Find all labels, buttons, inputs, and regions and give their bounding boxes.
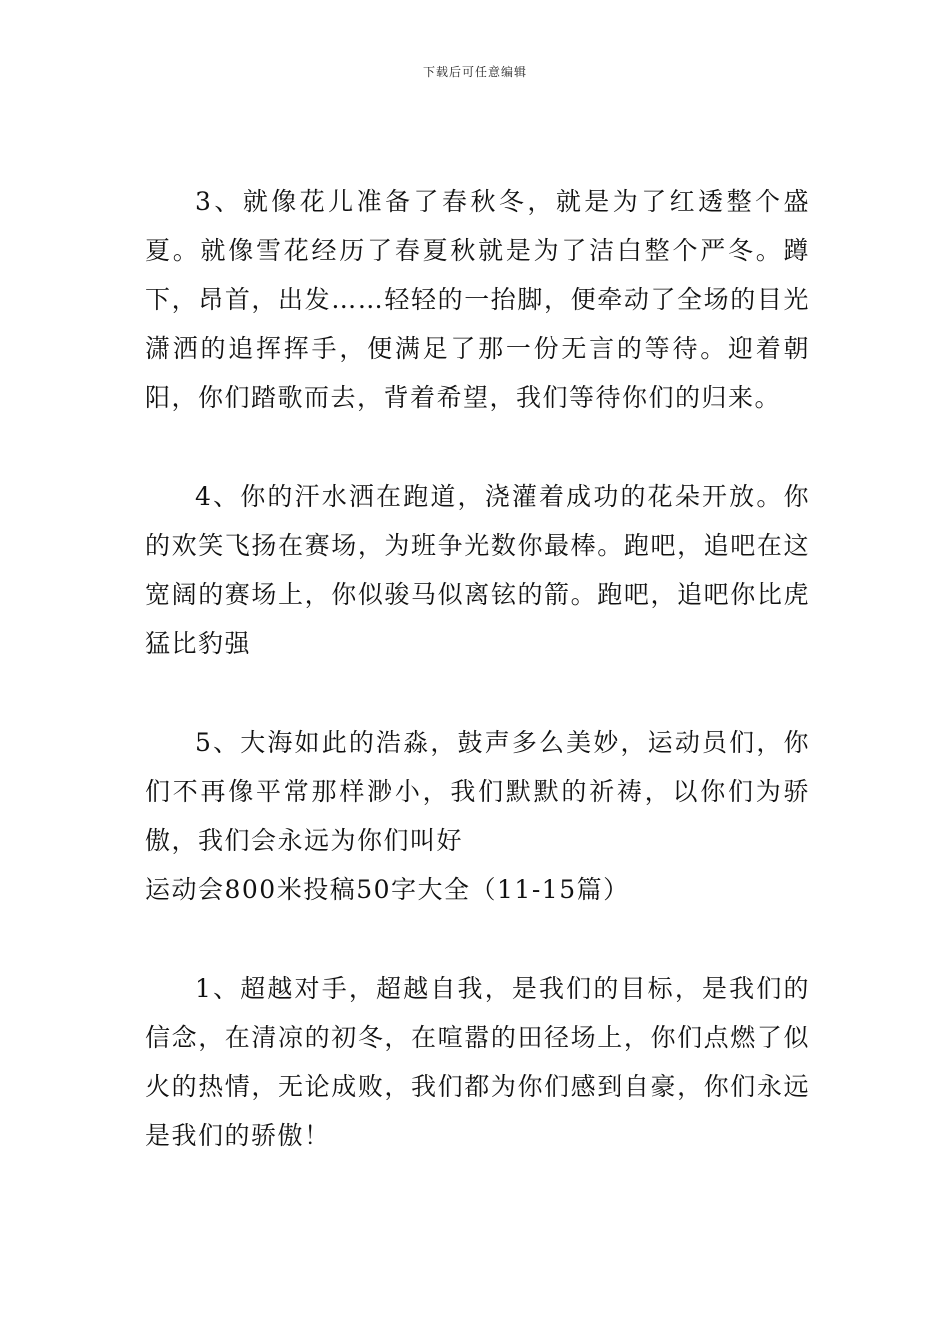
section-title: 运动会800米投稿50字大全（11-15篇） bbox=[145, 875, 630, 904]
page-header-note: 下载后可任意编辑 bbox=[422, 65, 527, 79]
paragraph-5: 5、大海如此的浩淼，鼓声多么美妙，运动员们，你们不再像平常那样渺小，我们默默的祈祷，以你们为骄傲，我们会永远为你们叫好 bbox=[145, 728, 810, 855]
paragraph-spacer bbox=[145, 668, 810, 718]
paragraph-spacer bbox=[145, 914, 810, 964]
paragraph-1: 1、超越对手，超越自我，是我们的目标，是我们的信念，在清凉的初冬，在喧嚣的田径场上，你们点燃了似火的热情，无论成败，我们都为你们感到自豪，你们永远是我们的骄傲！ bbox=[145, 974, 810, 1150]
paragraph-3: 3、就像花儿准备了春秋冬，就是为了红透整个盛夏。就像雪花经历了春夏秋就是为了洁白整个严冬。蹲下，昂首，出发……轻轻的一抬脚，便牵动了全场的目光潇洒的追挥挥手，便满足了那一份无言的等待。迎着朝阳，你们踏歌而去，背着希望，我们等待你们的归来。 bbox=[145, 187, 810, 412]
paragraph-spacer bbox=[145, 422, 810, 472]
document-body bbox=[145, 177, 810, 1160]
paragraph-4: 4、你的汗水洒在跑道，浇灌着成功的花朵开放。你的欢笑飞扬在赛场，为班争光数你最棒。跑吧，追吧在这宽阔的赛场上，你似骏马似离铉的箭。跑吧，追吧你比虎猛比豹强 bbox=[145, 482, 810, 658]
